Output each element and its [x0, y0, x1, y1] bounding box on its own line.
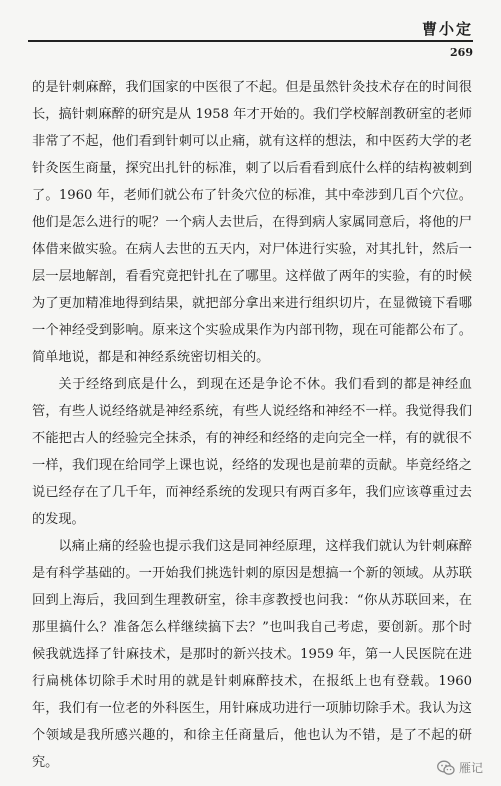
paragraph: 关于经络到底是什么，到现在还是争论不休。我们看到的都是神经血管，有些人说经络就是神经系统，有些人说经络和神经不一样。我觉得我们不能把古人的经验完全抹杀，有的神经和经络的走向完全一样，有的就很不一样，我们现在给同学上课也说，经络的发现也是前辈的贡献。毕竟经络之说已经存在了几千年，而神经系统的发现只有两百多年，我们应该尊重过去的发现。	[32, 377, 472, 527]
header-author-name: 曹小定	[421, 20, 473, 38]
wechat-icon	[437, 760, 455, 776]
page-number: 269	[450, 46, 473, 59]
paragraph-continued: 的是针刺麻醉，我们国家的中医很了不起。但是虽然针灸技术存在的时间很长，搞针刺麻醉的研究是从 1958 年才开始的。我们学校解剖教研室的老师非常了不起，他们看到针刺可以止痛，就有这样的想法，和中医药大学的老针灸医生商量，探究出扎针的标准，刺了以后看看到底什么样的结构被刺到了。1960 年，老师们就公布了针灸穴位的标准，其中牵涉到几百个穴位。他们是怎么进行的呢？一个病人去世后，在得到病人家属同意后，将他的尸体借来做实验。在病人去世的五天内，对尸体进行实验，对其扎针，然后一层一层地解剖，看看究竟把针扎在了哪里。这样做了两年的实验，有的时候为了更加精准地得到结果，就把部分拿出来进行组织切片，在显微镜下看哪一个神经受到影响。原来这个实验成果作为内部刊物，现在可能都公布了。简单地说，都是和神经系统密切相关的。	[32, 80, 472, 365]
running-header	[0, 0, 501, 62]
paragraph: 以痛止痛的经验也提示我们这是同神经原理，这样我们就认为针刺麻醉是有科学基础的。一开始我们挑选针刺的原因是想搞一个新的领域。从苏联回到上海后，我回到生理教研室，徐丰彦教授也问我：“你从苏联回来，在那里搞什么？准备怎么样继续搞下去？”也叫我自己考虑，要创新。那个时候我就选择了针麻技术，是那时的新兴技术。1959 年，第一人民医院在进行扁桃体切除手术时用的就是针刺麻醉技术，在报纸上也有登载。1960 年，我们有一位老的外科医生，用针麻成功进行一项肺切除手术。我认为这个领域是我所感兴趣的，和徐主任商量后，他也认为不错，是了不起的研究。	[32, 539, 472, 770]
watermark	[437, 759, 483, 776]
watermark-label: 雁记	[458, 761, 483, 775]
body-text	[32, 74, 472, 776]
header-rule	[28, 40, 473, 42]
